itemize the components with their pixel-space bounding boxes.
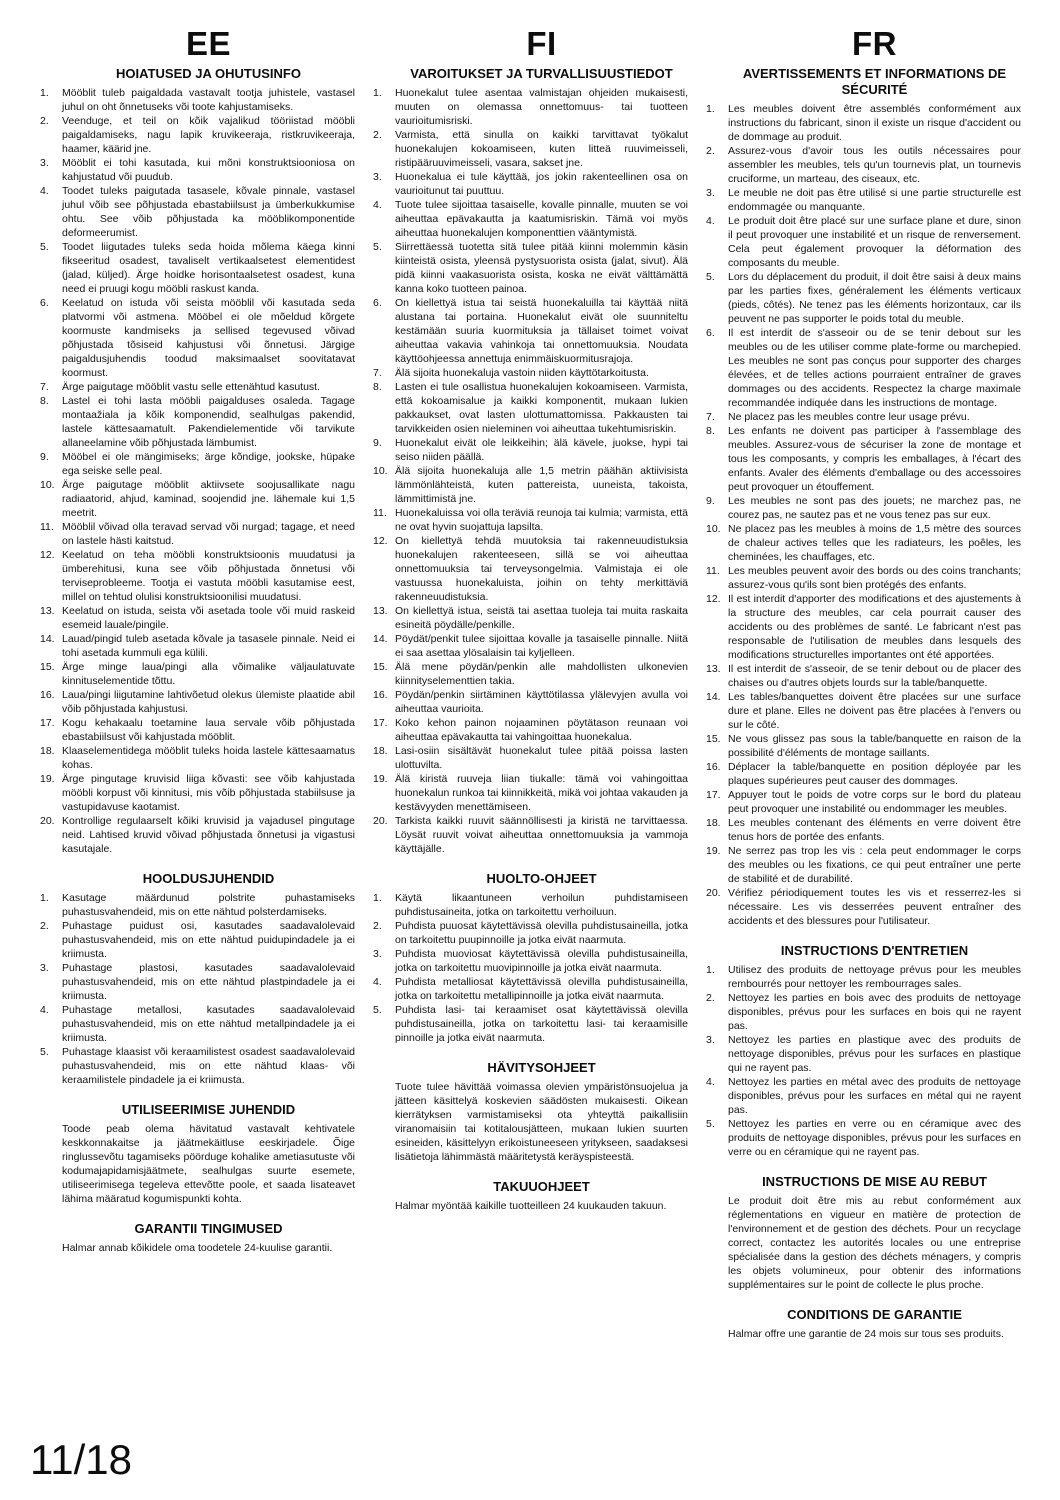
item-text: Nettoyez les parties en bois avec des produits de nettoyage disponibles, prévus pour les surfaces en bois qui ne rayent pas. xyxy=(728,992,1021,1032)
item-text: Il est interdit de s'asseoir ou de se tenir debout sur les meubles ou de les utiliser comme plate-forme ou marchepied. Les meubles ne sont pas conçus pour supporter des charges élevées, et de telles actions pourraient entraîner de graves dommages ou des accidents. Respectez la charge maximale recommandée indiquée dans les instructions de montage. xyxy=(728,327,1021,409)
item-text: Ärge paigutage mööblit aktiivsete soojusallikate nagu radiaatorid, ahjud, kaminad, soojendid jne. lähemale kui 1,5 meetrit. xyxy=(62,479,355,519)
item-number: 12. xyxy=(40,549,55,561)
item-number: 18. xyxy=(40,745,55,757)
item-text: Puhastage metallosi, kasutades saadavalolevaid puhastusvahendeid, mis on ette nähtud metallpindadele ja ei kriimusta. xyxy=(62,1004,355,1044)
item-number: 1. xyxy=(706,103,715,115)
list-item xyxy=(706,963,1021,991)
list-item xyxy=(40,184,355,240)
item-number: 3. xyxy=(40,157,49,169)
item-text: Puhdista lasi- tai keraamiset osat käytettävissä olevilla puhdistusaineilla, jotka on tarkoitettu lasi- tai keraamisille pinnoille ja jotka eivät naarmuta. xyxy=(395,1004,688,1044)
item-text: Huonekalut tulee asentaa valmistajan ohjeiden mukaisesti, muuten on olemassa onnettomuus- tai tuotteen vaurioitumisriski. xyxy=(395,87,688,127)
item-text: Laua/pingi liigutamine lahtivõetud olekus ülemiste plaatide abil võib põhjustada kahjustusi. xyxy=(62,689,355,715)
list-item xyxy=(706,326,1021,410)
list-item xyxy=(373,947,688,975)
item-number: 19. xyxy=(706,845,721,857)
list-item xyxy=(40,380,355,394)
list-item xyxy=(706,564,1021,592)
item-number: 2. xyxy=(706,992,715,1004)
list-item xyxy=(706,144,1021,186)
item-text: Les meubles doivent être assemblés conformément aux instructions du fabricant, sinon il existe un risque d'accident ou de dommage au produit. xyxy=(728,103,1021,143)
list-item xyxy=(706,410,1021,424)
section xyxy=(40,856,355,1087)
list-item xyxy=(40,688,355,716)
list-item xyxy=(373,198,688,240)
list-item xyxy=(706,690,1021,732)
language-code-heading: FI xyxy=(526,25,557,62)
list-item xyxy=(706,1117,1021,1159)
list-item xyxy=(40,604,355,632)
item-number: 13. xyxy=(40,605,55,617)
item-number: 17. xyxy=(373,717,388,729)
item-number: 1. xyxy=(373,87,382,99)
item-text: On kiellettyä istua, seistä tai asettaa tuoleja tai muita raskaita esineitä pöydälle/penkille. xyxy=(395,605,688,631)
item-text: Mööblil võivad olla teravad servad või nurgad; tagage, et need on lastele hästi kaitstud. xyxy=(62,521,355,547)
list-item xyxy=(40,961,355,1003)
list-item xyxy=(706,214,1021,270)
list-item xyxy=(373,814,688,856)
item-text: Pöydät/penkit tulee sijoittaa kovalle ja tasaiselle pinnalle. Niitä ei saa asettaa ylösalaisin tai kyljelleen. xyxy=(395,633,688,659)
item-text: Ne placez pas les meubles contre leur usage prévu. xyxy=(728,411,970,423)
page-number: 11/18 xyxy=(30,1436,132,1483)
section-title: INSTRUCTIONS D'ENTRETIEN xyxy=(780,943,969,958)
list-item xyxy=(40,114,355,156)
list-item xyxy=(40,156,355,184)
item-number: 19. xyxy=(373,773,388,785)
item-number: 16. xyxy=(706,761,721,773)
list-item xyxy=(40,86,355,114)
list-item xyxy=(373,240,688,296)
item-text: Les tables/banquettes doivent être placées sur une surface dure et plane. Elles ne doivent pas être placées à l'envers ou sur le côté. xyxy=(728,691,1021,731)
section-title: TAKUUOHJEET xyxy=(493,1179,590,1194)
list-item xyxy=(706,662,1021,690)
item-number: 17. xyxy=(706,789,721,801)
list-item xyxy=(373,380,688,436)
item-number: 20. xyxy=(373,815,388,827)
item-number: 9. xyxy=(706,495,715,507)
list-item xyxy=(373,632,688,660)
item-text: Assurez-vous d'avoir tous les outils nécessaires pour assembler les meubles, tels qu'un tournevis plat, un tournevis cruciforme, un marteau, des ciseaux, etc. xyxy=(728,145,1021,185)
item-number: 2. xyxy=(40,115,49,127)
item-number: 2. xyxy=(40,920,49,932)
list-item xyxy=(40,478,355,520)
list-item xyxy=(706,760,1021,788)
item-number: 2. xyxy=(373,129,382,141)
item-text: Tarkista kaikki ruuvit säännöllisesti ja kiristä ne tarvittaessa. Löysät ruuvit voivat aiheuttaa onnettomuuksia ja vammoja käyttäjälle. xyxy=(395,815,688,855)
list-item xyxy=(40,450,355,478)
item-text: Ärge minge laua/pingi alla võimalike väljaulatuvate kinnituselementide tõttu. xyxy=(62,661,355,687)
item-text: Puhastage plastosi, kasutades saadavalolevaid puhastusvahendeid, mis on ette nähtud plastpindadele ja ei kriimusta. xyxy=(62,962,355,1002)
section-paragraph: Tuote tulee hävittää voimassa olevien ympäristönsuojelua ja jätteen käsittelyä koskevien säädösten mukaisesti. Oikean kierrätyksen varmistamiseksi ota yhteyttä paikallisiin viranomaisiin tai kotitalousjätteen, mukaan lukien suurten esineiden, käsittelyyn erikoistuneeseen yritykseen, saadaksesi lisätietoja lähimmästä määritetystä keräyspisteestä. xyxy=(395,1081,688,1163)
item-text: Ne serrez pas trop les vis : cela peut endommager le corps des meubles ou les fixations, ce qui peut entraîner une perte de stabilité et de durabilité. xyxy=(728,845,1021,885)
item-number: 3. xyxy=(40,962,49,974)
item-number: 17. xyxy=(40,717,55,729)
item-number: 8. xyxy=(373,381,382,393)
list-item xyxy=(706,186,1021,214)
section-title: VAROITUKSET JA TURVALLISUUSTIEDOT xyxy=(410,66,673,81)
item-text: Les meubles ne sont pas des jouets; ne marchez pas, ne courez pas, ne sautez pas et ne vous tenez pas sur eux. xyxy=(728,495,1021,521)
item-text: Älä mene pöydän/penkin alle mahdollisten ulkonevien kiinnityselementtien takia. xyxy=(395,661,688,687)
item-number: 8. xyxy=(40,395,49,407)
item-number: 4. xyxy=(40,185,49,197)
item-text: Puhdista metalliosat käytettävissä olevilla puhdistusaineilla, jotka on tarkoitettu metallipinnoille ja jotka eivät naarmuta. xyxy=(395,976,688,1002)
item-text: Kasutage määrdunud polstrite puhastamiseks puhastusvahendeid, mis on ette nähtud polsterdamiseks. xyxy=(62,892,355,918)
numbered-list xyxy=(706,963,1021,1159)
list-item xyxy=(706,1075,1021,1117)
list-item xyxy=(373,744,688,772)
item-text: Pöydän/penkin siirtäminen käyttötilassa ylälevyjen avulla voi aiheuttaa vaurioita. xyxy=(395,689,688,715)
list-item xyxy=(40,660,355,688)
item-number: 20. xyxy=(706,887,721,899)
list-item xyxy=(706,788,1021,816)
list-item xyxy=(706,592,1021,662)
item-number: 20. xyxy=(40,815,55,827)
numbered-list xyxy=(706,102,1021,928)
item-text: Kontrollige regulaarselt kõiki kruvisid ja vajadusel pingutage neid. Lahtised kruvid võivad põhjustada õnnetusi ja vigastusi kasutajale. xyxy=(62,815,355,855)
item-number: 14. xyxy=(373,633,388,645)
item-number: 1. xyxy=(40,892,49,904)
item-number: 11. xyxy=(40,521,54,533)
list-item xyxy=(373,506,688,534)
item-text: Veenduge, et teil on kõik vajalikud tööriistad mööbli paigaldamiseks, nagu lapik kruvikeeraja, ristkruvikeeraja, haamer, käärid jne. xyxy=(62,115,355,155)
section-title: AVERTISSEMENTS ET INFORMATIONS DE SÉCURITÉ xyxy=(742,66,1007,97)
numbered-list xyxy=(373,891,688,1045)
item-text: On kiellettyä tehdä muutoksia tai rakenneuudistuksia huonekalujen rakenteeseen, sillä se voi aiheuttaa onnettomuuksia tai terveysongelmia. Valmistaja ei ole vastuussa huonekaluista, joihin on tehty merkittäviä rakenneuudistuksia. xyxy=(395,535,688,603)
section xyxy=(373,1045,688,1164)
item-number: 1. xyxy=(373,892,382,904)
item-text: Ne vous glissez pas sous la table/banquette en raison de la possibilité d'éléments de montage saillants. xyxy=(728,733,1021,759)
list-item xyxy=(373,464,688,506)
item-number: 6. xyxy=(373,297,382,309)
item-text: Puhastage klaasist või keraamilistest osadest saadavalolevaid puhastusvahendeid, mis on ette nähtud klaas- või keraamilistele pindadele ja ei kriimusta. xyxy=(62,1046,355,1086)
list-item xyxy=(373,688,688,716)
item-text: Il est interdit de s'asseoir, de se tenir debout ou de placer des chaises ou d'autres objets lourds sur la table/banquette. xyxy=(728,663,1021,689)
item-text: Mööbel ei ole mängimiseks; ärge kõndige, jookske, hüpake ega seiske selle peal. xyxy=(62,451,355,477)
list-item xyxy=(373,366,688,380)
section xyxy=(706,66,1021,928)
item-number: 3. xyxy=(373,948,382,960)
section xyxy=(706,1292,1021,1341)
item-number: 13. xyxy=(373,605,388,617)
section-paragraph: Halmar annab kõikidele oma toodetele 24-kuulise garantii. xyxy=(62,1242,333,1254)
item-number: 15. xyxy=(373,661,388,673)
item-text: Siirrettäessä tuotetta sitä tulee pitää kiinni molemmin käsin kiinteistä osista, yleensä pystysuorista osista (jalat, sivut). Älä pidä kiinni vaakasuorista osista, koska ne eivät välttämättä kanna koko tuotteen painoa. xyxy=(395,241,688,295)
list-item xyxy=(40,520,355,548)
list-item xyxy=(706,844,1021,886)
item-text: Lastel ei tohi lasta mööbli paigalduses osaleda. Tagage montaažiala ja kõik komponendid, sealhulgas pakendid, lastele kättesaamatult. Pakendielementide või tarvikute allaneelamine võib põhjustada lämbumist. xyxy=(62,395,355,449)
language-column-fr xyxy=(706,26,1021,1341)
list-item xyxy=(373,891,688,919)
list-item xyxy=(40,548,355,604)
section-title: INSTRUCTIONS DE MISE AU REBUT xyxy=(762,1174,987,1189)
item-number: 18. xyxy=(373,745,388,757)
item-text: Keelatud on teha mööbli konstruktsioonis muudatusi ja ümberehitusi, kuna see võib põhjustada õnnetusi või terviseprobleeme. Tootja ei vastuta mööbli kasutamise eest, millel on tehtud olulisi konstruktsioonilisi muudatusi. xyxy=(62,549,355,603)
list-item xyxy=(40,1045,355,1087)
item-text: On kiellettyä istua tai seistä huonekaluilla tai käyttää niitä alustana tai portaina. Huonekalut eivät ole suunniteltu kestämään suuria kuormituksia ja tällaiset toimet voivat aiheuttaa vakavia vahinkoja tai onnettomuuksia. Noudata käyttöohjeessa annettuja enimmäiskuormitusrajoja. xyxy=(395,297,688,365)
section-title: HOOLDUSJUHENDID xyxy=(142,871,275,886)
item-text: Appuyer tout le poids de votre corps sur le bord du plateau peut provoquer une instabilité ou endommager les meubles. xyxy=(728,789,1021,815)
item-number: 1. xyxy=(40,87,49,99)
list-item xyxy=(706,991,1021,1033)
section-title: GARANTII TINGIMUSED xyxy=(134,1221,283,1236)
item-text: Keelatud on istuda, seista või asetada toole või muid raskeid esemeid lauale/pingile. xyxy=(62,605,355,631)
item-number: 14. xyxy=(40,633,55,645)
item-number: 4. xyxy=(373,199,382,211)
item-text: Mööblit ei tohi kasutada, kui mõni konstruktsiooniosa on kahjustatud või puudub. xyxy=(62,157,355,183)
item-text: Toodet liigutades tuleks seda hoida mõlema käega kinni fikseeritud osadest, tavaliselt vertikaalsetest elementidest (jalad, küljed). Ärge hoidke horisontaalsetest osadest, kuna need ei pruugi kogu mööbli raskust kanda. xyxy=(62,241,355,295)
item-number: 15. xyxy=(706,733,721,745)
item-number: 7. xyxy=(373,367,382,379)
item-number: 8. xyxy=(706,425,715,437)
list-item xyxy=(373,772,688,814)
item-text: Il est interdit d'apporter des modifications et des ajustements à la structure des meubles, car cela pourrait causer des accidents ou des problèmes de santé. Le fabricant n'est pas responsable de l'utilisation de meubles dans lesquels des modifications structurelles importantes ont été apportées. xyxy=(728,593,1021,661)
list-item xyxy=(706,732,1021,760)
item-number: 3. xyxy=(373,171,382,183)
section-paragraph: Toode peab olema hävitatud vastavalt kehtivatele keskkonnakaitse ja jäätmekäitluse eeskirjadele. Õige ringlussevõtu tagamiseks pöörduge kohalike ametiasutuste või kodumajapidamisjäätmete, sealhulgas suurte esemete, utiliseerimisega tegeleva ettevõtte poole, et saada lisateavet lähima määratud kogumispunkti kohta. xyxy=(62,1123,355,1205)
list-item xyxy=(40,240,355,296)
section xyxy=(706,1159,1021,1292)
item-number: 19. xyxy=(40,773,55,785)
item-text: Lasten ei tule osallistua huonekalujen kokoamiseen. Varmista, että kokoamisalue ja kaikki komponentit, mukaan lukien pakkaukset, ovat lasten ulottumattomissa. Pakkausten tai tarvikkeiden osien nieleminen voi aiheuttaa tukehtumisriskin. xyxy=(395,381,688,435)
item-text: Tuote tulee sijoittaa tasaiselle, kovalle pinnalle, muuten se voi aiheuttaa epävakautta ja kaatumisriskin. Tämä voi myös aiheuttaa huonekalujen komponenttien vääntymistä. xyxy=(395,199,688,239)
item-number: 9. xyxy=(40,451,49,463)
list-item xyxy=(373,660,688,688)
item-number: 5. xyxy=(40,1046,49,1058)
item-text: Déplacer la table/banquette en position déployée par les plaques supérieures peut causer des dommages. xyxy=(728,761,1021,787)
item-text: Lors du déplacement du produit, il doit être saisi à deux mains par les parties fixes, généralement les éléments verticaux (pieds, côtés). Ne tenez pas les éléments horizontaux, car ils peuvent ne pas supporter le poids total du meuble. xyxy=(728,271,1021,325)
list-item xyxy=(40,632,355,660)
list-item xyxy=(40,716,355,744)
item-text: Puhdista muoviosat käytettävissä olevilla puhdistusaineilla, jotka on tarkoitettu muovipinnoille ja jotka eivät naarmuta. xyxy=(395,948,688,974)
list-item xyxy=(706,424,1021,494)
item-number: 4. xyxy=(40,1004,49,1016)
list-item xyxy=(40,394,355,450)
list-item xyxy=(373,534,688,604)
section xyxy=(373,856,688,1045)
item-number: 5. xyxy=(706,1118,715,1130)
list-item xyxy=(373,296,688,366)
list-item xyxy=(373,919,688,947)
item-text: Varmista, että sinulla on kaikki tarvittavat työkalut huonekalujen kokoamiseen, kuten litteä ruuvimeisseli, ristipääruuvimeisseli, vasara, sakset jne. xyxy=(395,129,688,169)
item-text: Puhdista puuosat käytettävissä olevilla puhdistusaineilla, jotka on tarkoitettu puupinnoille ja jotka eivät naarmuta. xyxy=(395,920,688,946)
item-number: 7. xyxy=(706,411,715,423)
section xyxy=(373,1164,688,1213)
item-number: 6. xyxy=(40,297,49,309)
list-item xyxy=(40,744,355,772)
item-number: 4. xyxy=(706,1076,715,1088)
item-text: Nettoyez les parties en verre ou en céramique avec des produits de nettoyage disponibles, prévus pour les surfaces en verre ou en céramique qui ne rayent pas. xyxy=(728,1118,1021,1158)
list-item xyxy=(373,128,688,170)
item-number: 14. xyxy=(706,691,721,703)
numbered-list xyxy=(373,86,688,856)
list-item xyxy=(706,886,1021,928)
item-text: Lauad/pingid tuleb asetada kõvale ja tasasele pinnale. Neid ei tohi asetada kummuli ega külili. xyxy=(62,633,355,659)
item-text: Kogu kehakaalu toetamine laua servale võib põhjustada ebastabiilsust või kahjustada mööblit. xyxy=(62,717,355,743)
item-text: Huonekalut eivät ole leikkeihin; älä kävele, juokse, hypi tai seiso niiden päällä. xyxy=(395,437,688,463)
item-text: Koko kehon painon nojaaminen pöytätason reunaan voi aiheuttaa epävakautta tai vahingoittaa huonekalua. xyxy=(395,717,688,743)
item-text: Les meubles contenant des éléments en verre doivent être tenus hors de portée des enfants. xyxy=(728,817,1021,843)
list-item xyxy=(706,816,1021,844)
item-text: Älä kiristä ruuveja liian tiukalle: tämä voi vahingoittaa huonekalun runkoa tai kiinnikkeitä, mikä voi johtaa vakauden ja kestävyyden menettämiseen. xyxy=(395,773,689,813)
list-item xyxy=(706,1033,1021,1075)
item-number: 11. xyxy=(706,565,720,577)
item-text: Toodet tuleks paigutada tasasele, kõvale pinnale, vastasel juhul võib see põhjustada ebastabiilsust ja ümberkukkumise ohtu. See võib põhjustada ka mööblikomponentide deformeerumist. xyxy=(62,185,355,239)
item-text: Älä sijoita huonekaluja alle 1,5 metrin päähän aktiivisista lämmönlähteistä, kuten pattereista, uuneista, takoista, lämmittimistä jne. xyxy=(395,465,688,505)
list-item xyxy=(706,522,1021,564)
item-number: 12. xyxy=(706,593,721,605)
list-item xyxy=(40,296,355,380)
item-number: 15. xyxy=(40,661,55,673)
item-number: 4. xyxy=(373,976,382,988)
list-item xyxy=(373,436,688,464)
item-number: 18. xyxy=(706,817,721,829)
item-number: 1. xyxy=(706,964,715,976)
section-title: CONDITIONS DE GARANTIE xyxy=(787,1307,962,1322)
item-number: 5. xyxy=(706,271,715,283)
item-number: 11. xyxy=(373,507,387,519)
list-item xyxy=(373,1003,688,1045)
item-text: Klaaselementidega mööblit tuleks hoida lastele kättesaamatus kohas. xyxy=(62,745,355,771)
list-item xyxy=(373,975,688,1003)
list-item xyxy=(40,1003,355,1045)
item-number: 5. xyxy=(373,1004,382,1016)
item-number: 16. xyxy=(40,689,55,701)
item-number: 5. xyxy=(40,241,49,253)
item-number: 12. xyxy=(373,535,388,547)
item-number: 6. xyxy=(706,327,715,339)
item-text: Älä sijoita huonekaluja vastoin niiden käyttötarkoitusta. xyxy=(395,367,649,379)
list-item xyxy=(40,919,355,961)
item-text: Nettoyez les parties en métal avec des produits de nettoyage disponibles, prévus pour les surfaces en métal qui ne rayent pas. xyxy=(728,1076,1021,1116)
section xyxy=(373,66,688,856)
item-text: Les meubles peuvent avoir des bords ou des coins tranchants; assurez-vous qu'ils sont bien protégés des enfants. xyxy=(728,565,1021,591)
item-number: 9. xyxy=(373,437,382,449)
item-number: 13. xyxy=(706,663,721,675)
item-text: Huonekalua ei tule käyttää, jos jokin rakenteellinen osa on vaurioitunut tai puuttuu. xyxy=(395,171,688,197)
item-number: 16. xyxy=(373,689,388,701)
list-item xyxy=(40,772,355,814)
item-number: 7. xyxy=(40,381,49,393)
list-item xyxy=(373,170,688,198)
section-paragraph: Halmar myöntää kaikille tuotteilleen 24 kuukauden takuun. xyxy=(395,1200,667,1212)
section-paragraph: Halmar offre une garantie de 24 mois sur tous ses produits. xyxy=(728,1328,1004,1340)
item-text: Puhastage puidust osi, kasutades saadavalolevaid puhastusvahendeid, mis on ette nähtud puidupindadele ja ei kriimusta. xyxy=(62,920,355,960)
item-text: Ne placez pas les meubles à moins de 1,5 mètre des sources de chaleur actives telles que les radiateurs, les poêles, les cheminées, les chauffages, etc. xyxy=(728,523,1021,563)
item-text: Le meuble ne doit pas être utilisé si une partie structurelle est endommagée ou manquante. xyxy=(728,187,1021,213)
item-number: 10. xyxy=(40,479,55,491)
item-text: Huonekaluissa voi olla teräviä reunoja tai kulmia; varmista, että ne ovat hyvin suojattuja lapsilta. xyxy=(395,507,688,533)
item-text: Ärge pingutage kruvisid liiga kõvasti: see võib kahjustada mööbli korpust või kinnitusi, mis võib põhjustada stabiilsuse ja vastupidavuse kaotamist. xyxy=(62,773,355,813)
language-code-heading: FR xyxy=(852,25,897,62)
item-number: 3. xyxy=(706,187,715,199)
item-number: 10. xyxy=(373,465,388,477)
section-title: HÄVITYSOHJEET xyxy=(487,1060,596,1075)
list-item xyxy=(40,891,355,919)
item-number: 4. xyxy=(706,215,715,227)
section xyxy=(40,1206,355,1255)
item-text: Le produit doit être placé sur une surface plane et dure, sinon il peut provoquer une instabilité et un risque de renversement. Cela peut également provoquer la déformation des composants du meuble. xyxy=(728,215,1021,269)
list-item xyxy=(40,814,355,856)
item-number: 2. xyxy=(706,145,715,157)
section-title: UTILISEERIMISE JUHENDID xyxy=(121,1102,296,1117)
item-text: Les enfants ne doivent pas participer à l'assemblage des meubles. Assurez-vous de sécuriser la zone de montage et tous les composants, y compris les emballages, à l'écart des enfants. Avaler des éléments d'emballage ou des accessoires peut provoquer un étouffement. xyxy=(728,425,1021,493)
language-column-fi xyxy=(373,26,688,1341)
item-number: 10. xyxy=(706,523,721,535)
list-item xyxy=(373,604,688,632)
list-item xyxy=(706,270,1021,326)
item-text: Mööblit tuleb paigaldada vastavalt tootja juhistele, vastasel juhul on oht õnnetuseks või toote kahjustamiseks. xyxy=(62,87,355,113)
section-title: HUOLTO-OHJEET xyxy=(486,871,597,886)
section-paragraph: Le produit doit être mis au rebut conformément aux réglementations en vigueur en matière de protection de l'environnement et de gestion des déchets. Pour un recyclage correct, contactez les autorités locales ou une entreprise spécialisée dans la gestion des déchets ménagers, y compris les objets volumineux, pour obtenir des informations supplémentaires sur le point de collecte le plus proche. xyxy=(728,1195,1021,1291)
item-text: Ärge paigutage mööblit vastu selle ettenähtud kasutust. xyxy=(62,381,320,393)
item-text: Lasi-osiin sisältävät huonekalut tulee pitää poissa lasten ulottuvilta. xyxy=(395,745,688,771)
item-number: 3. xyxy=(706,1034,715,1046)
language-column-ee xyxy=(40,26,355,1341)
section xyxy=(706,928,1021,1159)
item-number: 2. xyxy=(373,920,382,932)
item-text: Käytä likaantuneen verhoilun puhdistamiseen puhdistusaineita, jotka on tarkoitettu verhoiluun. xyxy=(395,892,688,918)
language-code-heading: EE xyxy=(185,25,232,62)
section-title: HOIATUSED JA OHUTUSINFO xyxy=(116,66,301,81)
section xyxy=(40,1087,355,1206)
list-item xyxy=(373,716,688,744)
numbered-list xyxy=(40,86,355,856)
numbered-list xyxy=(40,891,355,1087)
list-item xyxy=(373,86,688,128)
item-number: 5. xyxy=(373,241,382,253)
item-text: Nettoyez les parties en plastique avec des produits de nettoyage disponibles, prévus pour les surfaces en plastique qui ne rayent pas. xyxy=(728,1034,1021,1074)
item-text: Keelatud on istuda või seista mööblil või kasutada seda platvormi või astmena. Mööbel ei ole mõeldud kõrgete koormuste kandmiseks ja sellised tegevused võivad põhjustada tõsiseid kahjustusi või õnnetusi. Järgige paigaldusjuhendis toodud maksimaalset soovitatavat koormust. xyxy=(62,297,355,379)
item-text: Vérifiez périodiquement toutes les vis et resserrez-les si nécessaire. Les vis desserrées peuvent entraîner des accidents et des blessures pour l'utilisateur. xyxy=(728,887,1021,927)
section xyxy=(40,66,355,856)
list-item xyxy=(706,494,1021,522)
list-item xyxy=(706,102,1021,144)
item-text: Utilisez des produits de nettoyage prévus pour les meubles rembourrés pour nettoyer les rembourrages sales. xyxy=(728,964,1021,990)
